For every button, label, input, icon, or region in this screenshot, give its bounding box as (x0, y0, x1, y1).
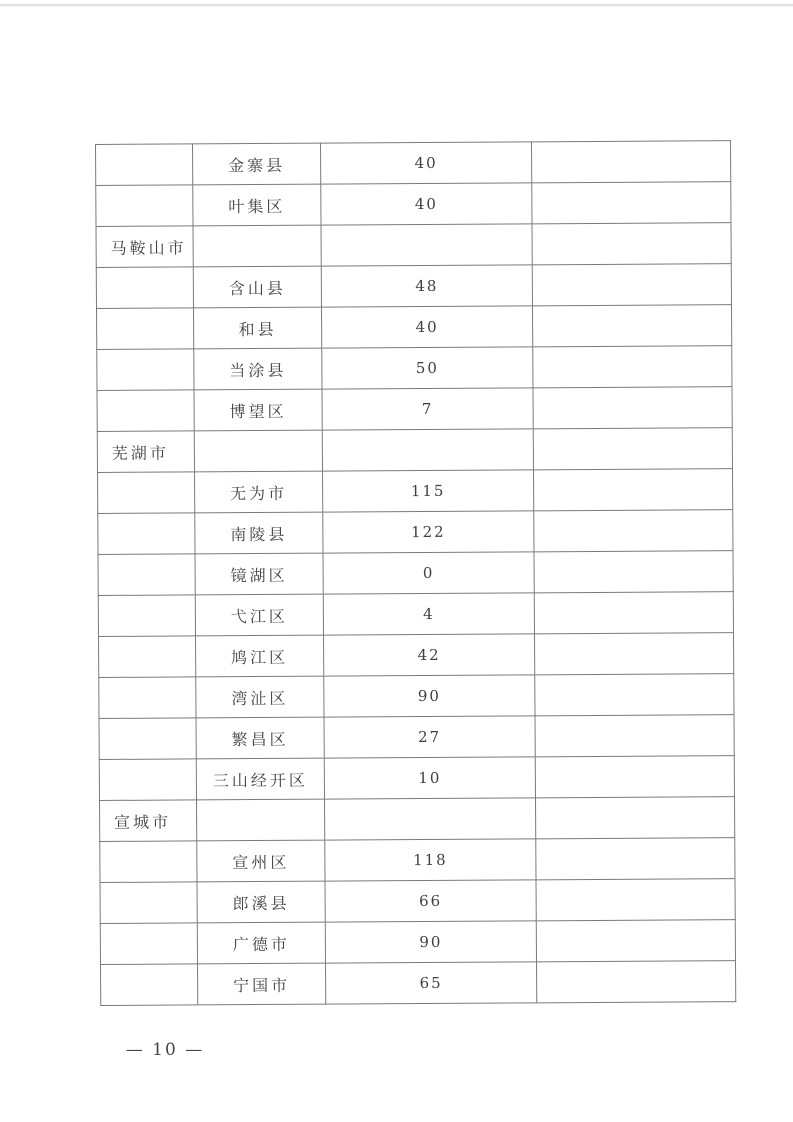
city-cell (98, 513, 195, 555)
num-cell: 90 (325, 921, 536, 963)
table-row (96, 182, 731, 227)
note-cell (535, 633, 734, 675)
table-row (99, 756, 734, 801)
county-cell: 镜湖区 (195, 553, 323, 595)
county-cell: 郎溪县 (197, 881, 325, 923)
table-row (96, 141, 731, 186)
note-cell (533, 428, 732, 470)
city-cell (98, 472, 195, 514)
table-row (98, 592, 733, 637)
note-cell (533, 469, 732, 511)
scan-edge (0, 4, 793, 7)
note-cell (537, 961, 736, 1003)
num-cell: 40 (321, 183, 532, 225)
county-cell: 金寨县 (193, 143, 321, 185)
county-cell: 三山经开区 (196, 758, 324, 800)
table-row (99, 715, 734, 760)
city-cell (99, 677, 196, 719)
table-row (98, 510, 733, 555)
num-cell: 50 (322, 347, 533, 389)
county-cell: 鸠江区 (196, 635, 324, 677)
num-cell: 65 (326, 962, 537, 1004)
city-cell: 芜湖市 (97, 431, 194, 473)
city-cell (99, 636, 196, 678)
table-row (100, 797, 735, 842)
county-cell (194, 430, 322, 472)
note-cell (536, 879, 735, 921)
table-row (97, 346, 732, 391)
note-cell (534, 510, 733, 552)
num-cell: 48 (321, 265, 532, 307)
num-cell: 115 (323, 470, 534, 512)
table-row (100, 838, 735, 883)
table-row (100, 920, 735, 965)
table-row (97, 387, 732, 432)
note-cell (532, 264, 731, 306)
county-cell: 繁昌区 (196, 717, 324, 759)
city-cell (96, 267, 193, 309)
table-row (100, 879, 735, 924)
city-cell (97, 390, 194, 432)
note-cell (535, 715, 734, 757)
num-cell: 90 (324, 675, 535, 717)
county-cell: 和县 (194, 307, 322, 349)
county-cell (197, 799, 325, 841)
num-cell (321, 224, 532, 266)
city-cell: 宣城市 (100, 800, 197, 842)
note-cell (536, 920, 735, 962)
county-cell: 无为市 (195, 471, 323, 513)
num-cell (322, 429, 533, 471)
county-cell: 宣州区 (197, 840, 325, 882)
city-cell (97, 349, 194, 391)
county-cell: 南陵县 (195, 512, 323, 554)
note-cell (532, 223, 731, 265)
city-cell (100, 882, 197, 924)
num-cell: 66 (325, 880, 536, 922)
note-cell (536, 838, 735, 880)
county-cell: 博望区 (194, 389, 322, 431)
note-cell (533, 346, 732, 388)
num-cell: 0 (323, 552, 534, 594)
city-cell (96, 144, 193, 186)
city-cell (96, 185, 193, 227)
city-cell (101, 964, 198, 1006)
city-cell (99, 759, 196, 801)
table-row (96, 223, 731, 268)
county-cell: 当涂县 (194, 348, 322, 390)
note-cell (534, 551, 733, 593)
table-row (98, 469, 733, 514)
num-cell: 122 (323, 511, 534, 553)
table-row (97, 428, 732, 473)
table-row (99, 674, 734, 719)
num-cell: 4 (323, 593, 534, 635)
city-cell (100, 923, 197, 965)
note-cell (535, 756, 734, 798)
num-cell: 118 (325, 839, 536, 881)
city-cell (100, 841, 197, 883)
num-cell: 7 (322, 388, 533, 430)
note-cell (536, 797, 735, 839)
page-number: — 10 — (125, 1040, 205, 1060)
note-cell (534, 592, 733, 634)
table-row (101, 961, 736, 1006)
county-cell: 广德市 (197, 922, 325, 964)
num-cell: 42 (324, 634, 535, 676)
allocation-table (95, 140, 736, 1006)
note-cell (533, 387, 732, 429)
county-cell: 含山县 (193, 266, 321, 308)
table-body (96, 141, 736, 1006)
table-row (99, 633, 734, 678)
num-cell: 40 (320, 142, 531, 184)
table-row (97, 305, 732, 350)
county-cell (193, 225, 321, 267)
city-cell (98, 595, 195, 637)
note-cell (532, 182, 731, 224)
city-cell (99, 718, 196, 760)
city-cell (97, 308, 194, 350)
table-row (96, 264, 731, 309)
note-cell (535, 674, 734, 716)
county-cell: 弋江区 (195, 594, 323, 636)
city-cell (98, 554, 195, 596)
num-cell (325, 798, 536, 840)
table-row (98, 551, 733, 596)
county-cell: 叶集区 (193, 184, 321, 226)
note-cell (531, 141, 730, 183)
county-cell: 宁国市 (198, 963, 326, 1005)
note-cell (532, 305, 731, 347)
city-cell: 马鞍山市 (96, 226, 193, 268)
num-cell: 27 (324, 716, 535, 758)
num-cell: 40 (322, 306, 533, 348)
num-cell: 10 (324, 757, 535, 799)
county-cell: 湾沚区 (196, 676, 324, 718)
